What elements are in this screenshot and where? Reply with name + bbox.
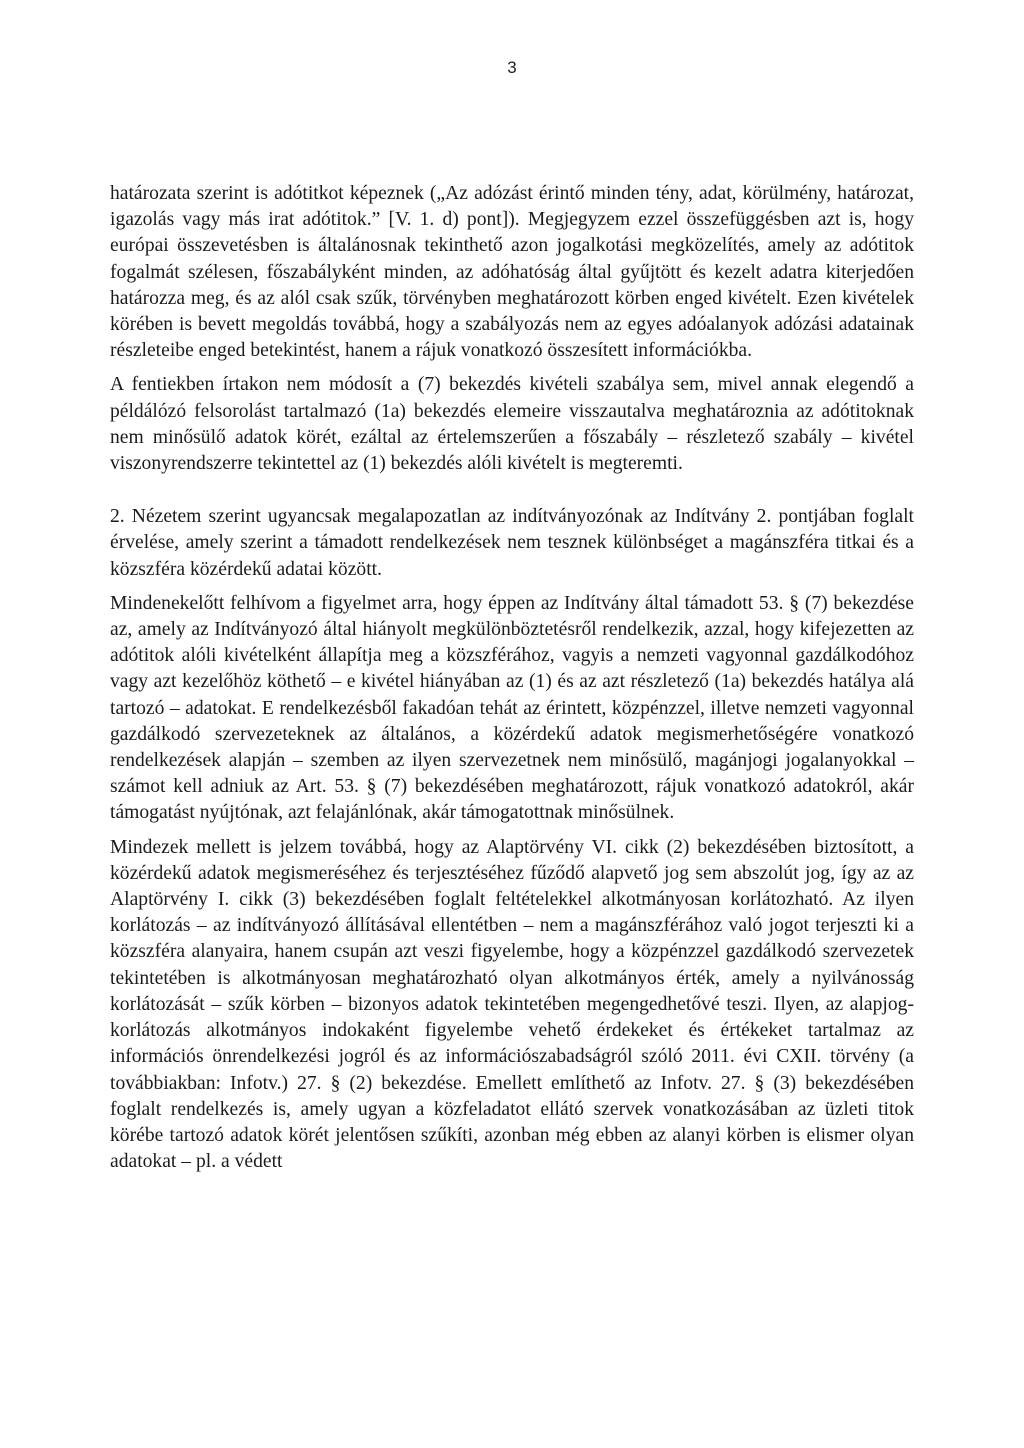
paragraph-adotitok-definition: határozata szerint is adótitkot képeznek („Az adózást érintő minden tény, adat, körülmény, határozat, igazolás vagy más irat adótitok.” [V. 1. d) pont]). Megjegyzem ezzel összefüggésben azt is, hogy európai összevetésben is általánosnak tekinthető azon jogalkotási megközelítés, amely az adótitok fogalmát szélesen, főszabályként minden, az adóhatóság által gyűjtött és kezelt adatra kiterjedően határozza meg, és az alól csak szűk, törvényben meghatározott körben enged kivételt. Ezen kivételek körében is bevett megoldás továbbá, hogy a szabályozás nem az egyes adóalanyok adózási adatainak részleteibe enged betekintést, hanem a rájuk vonatkozó összesített információkba. [110,183,914,362]
paragraph-alaptorveny: Mindezek mellett is jelzem továbbá, hogy az Alaptörvény VI. cikk (2) bekezdésében biztosított, a közérdekű adatok megismeréséhez és terjesztéséhez fűződő alapvető jog sem abszolút jog, így az az Alaptörvény I. cikk (3) bekezdésében foglalt feltételekkel alkotmányosan korlátozható. Az ilyen korlátozás – az indítványozó állításával ellentétben – nem a magánszférához való jogot terjeszti ki a közszféra alanyaira, hanem csupán azt veszi figyelembe, hogy a közpénzzel gazdálkodó szervezetek tekintetében is alkotmányosan meghatározható olyan alkotmányos érték, amely a nyilvánosság korlátozását – szűk körben – bizonyos adatok tekintetében megengedhetővé teszi. Ilyen, az alapjog-korlátozás alkotmányos indokaként figyelembe vehető érdekeket és értékeket tartalmaz az információs önrendelkezési jogról és az információszabadságról szóló 2011. évi CXII. törvény (a továbbiakban: Infotv.) 27. § (2) bekezdése. Emellett említhető az Infotv. 27. § (3) bekezdésében foglalt rendelkezés is, amely ugyan a közfeladatot ellátó szervek vonatkozásában az üzleti titok körébe tartozó adatok körét jelentősen szűkíti, azonban még ebben az alanyi körben is elismer olyan adatokat – pl. a védett [110,836,914,1173]
paragraph-kiveteli-szabaly: A fentiekben írtakon nem módosít a (7) bekezdés kivételi szabálya sem, mivel annak elegendő a példálózó felsorolást tartalmazó (1a) bekezdés elemeire visszautalva meghatároznia az adótitoknak nem minősülő adatok körét, ezáltal az értelemszerűen a főszabály – részletező szabály – kivétel viszonyrendszerre tekintettel az (1) bekezdés alóli kivételt is megteremti. [110,374,914,475]
page-number: 3 [507,58,517,77]
paragraph-megkulonboztetes: Mindenekelőtt felhívom a figyelmet arra, hogy éppen az Indítvány által támadott 53. § (7) bekezdése az, amely az Indítványozó által hiányolt megkülönböztetésről rendelkezik, azzal, hogy kifejezetten az adótitok alóli kivételként állapítja meg a közszférához, vagyis a nemzeti vagyonnal gazdálkodóhoz vagy azt kezelőhöz köthető – e kivétel hiányában az (1) és az azt részletező (1a) bekezdés hatálya alá tartozó – adatokat. E rendelkezésből fakadóan tehát az érintett, közpénzzel, illetve nemzeti vagyonnal gazdálkodó szervezeteknek az általános, a közérdekű adatok megismerhetőségére vonatkozó rendelkezések alapján – szemben az ilyen szervezetnek nem minősülő, magánjogi jogalanyokkal – számot kell adniuk az Art. 53. § (7) bekezdésében meghatározott, rájuk vonatkozó adatokról, akár támogatást nyújtónak, azt felajánlónak, akár támogatottnak minősülnek. [110,592,914,824]
paragraph-point-2: 2. Nézetem szerint ugyancsak megalapozatlan az indítványozónak az Indítvány 2. pontjában foglalt érvelése, amely szerint a támadott rendelkezések nem tesznek különbséget a magánszféra titkai és a közszféra közérdekű adatai között. [110,506,914,580]
document-body [110,181,914,1183]
